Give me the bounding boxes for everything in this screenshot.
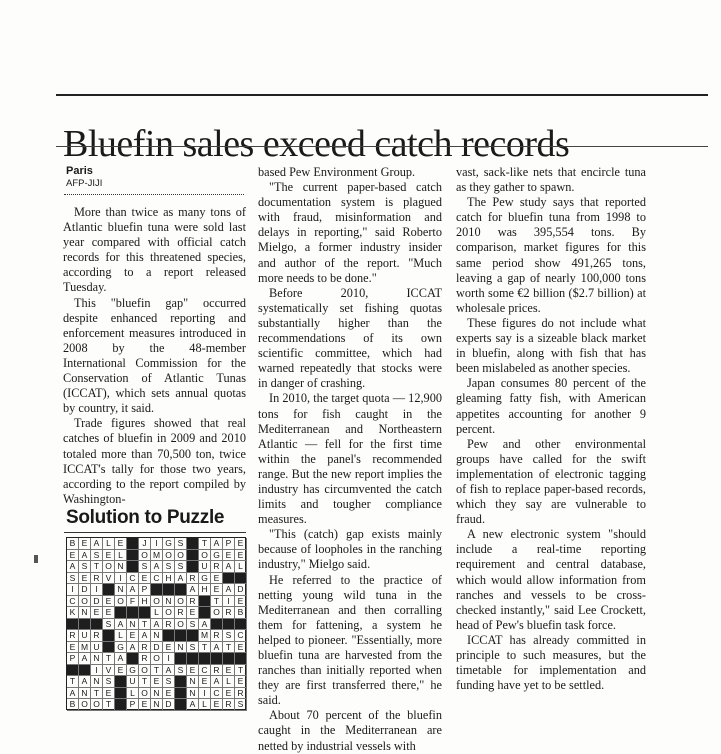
paragraph: ICCAT has already committed in principle to such measures, but the timetable for implementation and funding have yet to be settled.	[456, 632, 646, 693]
grid-letter-cell: C	[67, 596, 79, 608]
grid-letter-cell: T	[211, 596, 223, 608]
grid-letter-cell: O	[175, 619, 187, 631]
grid-letter-cell: O	[175, 596, 187, 608]
grid-letter-cell: O	[163, 550, 175, 562]
grid-black-cell	[199, 607, 211, 619]
grid-letter-cell: G	[127, 665, 139, 677]
paragraph: Trade figures showed that real catches of bluefin in 2009 and 2010 totaled more than 70,500 ton, twice ICCAT's tally for those two years, according to the report compiled by Washington-	[63, 416, 246, 506]
grid-letter-cell: L	[115, 630, 127, 642]
grid-letter-cell: E	[67, 642, 79, 654]
grid-black-cell	[175, 653, 187, 665]
grid-letter-cell: I	[67, 584, 79, 596]
paragraph: based Pew Environment Group.	[258, 165, 416, 179]
grid-letter-cell: S	[223, 630, 235, 642]
article-column-3	[456, 165, 646, 693]
grid-letter-cell: L	[235, 561, 247, 573]
paragraph: "The current paper-based catch documentation system is plagued with fraud, misinformation and delays in reporting," said Roberto Mielgo, a former industry insider and author of the report. "Much more needs to be done."	[258, 180, 442, 285]
grid-letter-cell: S	[103, 676, 115, 688]
grid-letter-cell: U	[91, 642, 103, 654]
grid-letter-cell: R	[223, 607, 235, 619]
grid-letter-cell: I	[91, 665, 103, 677]
grid-letter-cell: E	[103, 607, 115, 619]
top-rule	[56, 94, 708, 96]
grid-letter-cell: O	[151, 653, 163, 665]
grid-letter-cell: N	[127, 619, 139, 631]
grid-letter-cell: N	[187, 688, 199, 700]
headline-rule	[56, 146, 708, 147]
grid-black-cell	[151, 584, 163, 596]
grid-letter-cell: R	[139, 642, 151, 654]
grid-letter-cell: T	[199, 642, 211, 654]
grid-letter-cell: R	[67, 630, 79, 642]
grid-letter-cell: P	[127, 699, 139, 711]
grid-letter-cell: L	[127, 688, 139, 700]
grid-letter-cell: E	[223, 688, 235, 700]
grid-letter-cell: L	[199, 699, 211, 711]
grid-letter-cell: S	[91, 550, 103, 562]
grid-letter-cell: T	[91, 561, 103, 573]
grid-letter-cell: E	[187, 607, 199, 619]
grid-letter-cell: A	[127, 642, 139, 654]
grid-black-cell	[175, 699, 187, 711]
grid-letter-cell: R	[223, 699, 235, 711]
grid-letter-cell: I	[91, 584, 103, 596]
grid-black-cell	[127, 561, 139, 573]
grid-letter-cell: E	[235, 550, 247, 562]
grid-black-cell	[115, 607, 127, 619]
grid-black-cell	[115, 688, 127, 700]
grid-letter-cell: M	[199, 630, 211, 642]
grid-letter-cell: T	[103, 699, 115, 711]
grid-letter-cell: E	[223, 665, 235, 677]
dateline	[66, 165, 102, 189]
grid-letter-cell: K	[67, 607, 79, 619]
grid-letter-cell: E	[91, 607, 103, 619]
grid-letter-cell: R	[175, 607, 187, 619]
paragraph: "This (catch) gap exists mainly because of loopholes in the ranching industry," Mielgo said.	[258, 527, 442, 572]
grid-letter-cell: E	[235, 538, 247, 550]
paragraph: Japan consumes 80 percent of the gleaming fatty fish, with American appetites accounting for another 9 percent.	[456, 376, 646, 436]
grid-letter-cell: I	[151, 538, 163, 550]
grid-letter-cell: R	[91, 573, 103, 585]
grid-letter-cell: L	[103, 538, 115, 550]
paragraph: The Pew study says that reported catch for bluefin tuna from 1998 to 2010 was 395,554 tons. By comparison, market figures for this same period show 491,265 tons, leaving a gap of nearly 100,000 tons worth some €2 billion ($2.7 billion) at wholesale prices.	[456, 195, 646, 315]
grid-letter-cell: L	[115, 550, 127, 562]
grid-letter-cell: E	[211, 584, 223, 596]
grid-letter-cell: A	[139, 630, 151, 642]
grid-letter-cell: T	[151, 665, 163, 677]
dateline-agency: AFP-JIJI	[66, 178, 103, 189]
grid-letter-cell: A	[187, 699, 199, 711]
scan-mark	[34, 555, 38, 563]
grid-black-cell	[127, 607, 139, 619]
grid-black-cell	[91, 619, 103, 631]
grid-letter-cell: I	[199, 688, 211, 700]
grid-black-cell	[187, 538, 199, 550]
grid-letter-cell: E	[127, 630, 139, 642]
grid-letter-cell: U	[127, 676, 139, 688]
grid-letter-cell: S	[139, 561, 151, 573]
grid-letter-cell: R	[235, 688, 247, 700]
crossword-solution-grid	[66, 537, 246, 710]
grid-letter-cell: N	[79, 688, 91, 700]
grid-letter-cell: E	[139, 573, 151, 585]
grid-letter-cell: G	[163, 538, 175, 550]
grid-letter-cell: I	[223, 596, 235, 608]
grid-letter-cell: T	[199, 538, 211, 550]
headline: Bluefin sales exceed catch records	[63, 123, 570, 166]
grid-black-cell	[127, 653, 139, 665]
puzzle-rule	[64, 532, 246, 533]
grid-black-cell	[235, 573, 247, 585]
grid-letter-cell: T	[67, 676, 79, 688]
grid-letter-cell: O	[175, 550, 187, 562]
grid-letter-cell: C	[235, 630, 247, 642]
grid-letter-cell: A	[163, 665, 175, 677]
grid-black-cell	[211, 653, 223, 665]
grid-letter-cell: A	[79, 653, 91, 665]
paragraph: These figures do not include what experts say is a sizeable black market in bluefin, along with fish that has been mislabeled as another species.	[456, 315, 646, 376]
grid-letter-cell: S	[79, 561, 91, 573]
grid-letter-cell: E	[67, 550, 79, 562]
grid-letter-cell: S	[235, 699, 247, 711]
paragraph: In 2010, the target quota — 12,900 tons for fish caught in the Mediterranean and Northeastern Atlantic — fell for the first time within the panel's recommended range. But the new report implies the industry has circumvented the catch limits and tougher compliance measures.	[258, 391, 442, 527]
grid-black-cell	[127, 550, 139, 562]
paragraph: He referred to the practice of netting young wild tuna in the Mediterranean and then corralling them for fattening, a system he helped to pioneer. "Essentially, more bluefin tuna are harvested from the ranches than initially reported when they are first transferred there," he said.	[258, 572, 442, 708]
grid-letter-cell: O	[199, 550, 211, 562]
grid-letter-cell: N	[79, 607, 91, 619]
grid-letter-cell: B	[67, 538, 79, 550]
paragraph: A new electronic system "should include a real-time reporting requirement and central database, which would allow information from ranches and vessels to be cross-checked instantly," said Lee Crockett, head of Pew's bluefin task force.	[456, 527, 646, 632]
grid-letter-cell: O	[139, 665, 151, 677]
grid-letter-cell: S	[163, 676, 175, 688]
grid-black-cell	[79, 665, 91, 677]
grid-letter-cell: E	[139, 699, 151, 711]
grid-letter-cell: O	[91, 699, 103, 711]
grid-letter-cell: E	[115, 665, 127, 677]
paragraph: More than twice as many tons of Atlantic bluefin tuna were sold last year compared with official catch records for this threatened species, according to a report released Tuesday.	[63, 205, 246, 295]
grid-letter-cell: O	[211, 607, 223, 619]
grid-letter-cell: J	[139, 538, 151, 550]
grid-black-cell	[103, 630, 115, 642]
grid-letter-cell: E	[103, 688, 115, 700]
grid-letter-cell: N	[151, 688, 163, 700]
grid-letter-cell: G	[199, 573, 211, 585]
grid-letter-cell: R	[187, 573, 199, 585]
grid-letter-cell: A	[151, 561, 163, 573]
grid-letter-cell: A	[211, 676, 223, 688]
grid-letter-cell: A	[211, 538, 223, 550]
grid-letter-cell: C	[127, 573, 139, 585]
grid-letter-cell: O	[163, 607, 175, 619]
grid-letter-cell: E	[187, 665, 199, 677]
grid-letter-cell: P	[223, 538, 235, 550]
grid-black-cell	[67, 665, 79, 677]
grid-letter-cell: A	[79, 676, 91, 688]
grid-letter-cell: O	[139, 550, 151, 562]
grid-letter-cell: M	[79, 642, 91, 654]
grid-black-cell	[187, 550, 199, 562]
grid-letter-cell: A	[175, 573, 187, 585]
grid-letter-cell: H	[199, 584, 211, 596]
grid-letter-cell: L	[223, 676, 235, 688]
grid-letter-cell: C	[199, 665, 211, 677]
grid-letter-cell: T	[91, 688, 103, 700]
grid-letter-cell: S	[187, 619, 199, 631]
grid-black-cell	[175, 676, 187, 688]
grid-letter-cell: O	[79, 596, 91, 608]
grid-letter-cell: R	[211, 630, 223, 642]
article-column-2	[258, 165, 442, 754]
grid-letter-cell: N	[151, 630, 163, 642]
grid-letter-cell: E	[163, 642, 175, 654]
grid-letter-cell: E	[79, 573, 91, 585]
grid-letter-cell: E	[151, 676, 163, 688]
grid-black-cell	[223, 653, 235, 665]
grid-letter-cell: S	[67, 573, 79, 585]
grid-letter-cell: D	[151, 642, 163, 654]
grid-black-cell	[187, 653, 199, 665]
grid-letter-cell: O	[151, 596, 163, 608]
grid-letter-cell: R	[139, 653, 151, 665]
grid-letter-cell: D	[235, 584, 247, 596]
grid-letter-cell: N	[151, 699, 163, 711]
grid-letter-cell: T	[235, 665, 247, 677]
grid-letter-cell: A	[67, 688, 79, 700]
grid-letter-cell: S	[175, 665, 187, 677]
grid-black-cell	[103, 584, 115, 596]
grid-letter-cell: E	[103, 550, 115, 562]
grid-letter-cell: H	[163, 573, 175, 585]
grid-letter-cell: T	[223, 642, 235, 654]
grid-letter-cell: C	[151, 573, 163, 585]
grid-letter-cell: R	[187, 596, 199, 608]
grid-letter-cell: P	[67, 653, 79, 665]
grid-letter-cell: O	[115, 596, 127, 608]
grid-letter-cell: D	[163, 699, 175, 711]
dateline-city: Paris	[66, 165, 93, 177]
grid-letter-cell: R	[211, 561, 223, 573]
grid-letter-cell: V	[103, 573, 115, 585]
grid-letter-cell: A	[187, 584, 199, 596]
grid-letter-cell: E	[115, 538, 127, 550]
grid-letter-cell: U	[79, 630, 91, 642]
grid-letter-cell: E	[211, 573, 223, 585]
grid-letter-cell: S	[163, 561, 175, 573]
grid-letter-cell: I	[163, 653, 175, 665]
grid-black-cell	[175, 630, 187, 642]
grid-letter-cell: O	[139, 688, 151, 700]
grid-black-cell	[67, 619, 79, 631]
grid-letter-cell: E	[235, 642, 247, 654]
grid-letter-cell: R	[211, 665, 223, 677]
grid-black-cell	[115, 676, 127, 688]
grid-black-cell	[79, 619, 91, 631]
grid-letter-cell: O	[79, 699, 91, 711]
grid-letter-cell: B	[235, 607, 247, 619]
grid-letter-cell: A	[79, 550, 91, 562]
grid-letter-cell: T	[139, 676, 151, 688]
paragraph: This "bluefin gap" occurred despite enhanced reporting and enforcement measures introduced in 2008 by the 48-member International Commission for the Conservation of Atlantic Tunas (ICCAT), which sets annual quotas by country, it said.	[63, 295, 246, 416]
dateline-divider	[64, 194, 244, 195]
grid-letter-cell: A	[211, 642, 223, 654]
grid-letter-cell: T	[139, 619, 151, 631]
grid-letter-cell: A	[91, 538, 103, 550]
grid-black-cell	[115, 699, 127, 711]
grid-black-cell	[163, 584, 175, 596]
grid-letter-cell: V	[103, 665, 115, 677]
grid-letter-cell: N	[175, 642, 187, 654]
grid-black-cell	[199, 653, 211, 665]
grid-letter-cell: G	[115, 642, 127, 654]
grid-letter-cell: L	[151, 607, 163, 619]
grid-black-cell	[211, 619, 223, 631]
grid-letter-cell: E	[103, 596, 115, 608]
grid-black-cell	[139, 607, 151, 619]
article-column-1	[63, 205, 246, 507]
grid-letter-cell: A	[223, 584, 235, 596]
grid-letter-cell: E	[223, 550, 235, 562]
grid-letter-cell: D	[91, 596, 103, 608]
puzzle-title: Solution to Puzzle	[66, 507, 225, 528]
grid-letter-cell: R	[91, 630, 103, 642]
grid-black-cell	[175, 584, 187, 596]
grid-letter-cell: N	[91, 676, 103, 688]
grid-black-cell	[187, 561, 199, 573]
grid-letter-cell: S	[103, 619, 115, 631]
grid-letter-cell: N	[187, 676, 199, 688]
grid-letter-cell: A	[151, 619, 163, 631]
paragraph: vast, sack-like nets that encircle tuna as they gather to spawn.	[456, 165, 646, 195]
grid-letter-cell: E	[235, 596, 247, 608]
grid-letter-cell: H	[139, 596, 151, 608]
grid-black-cell	[235, 619, 247, 631]
grid-letter-cell: A	[223, 561, 235, 573]
grid-letter-cell: A	[127, 584, 139, 596]
grid-letter-cell: R	[163, 619, 175, 631]
grid-letter-cell: G	[211, 550, 223, 562]
grid-black-cell	[235, 653, 247, 665]
grid-letter-cell: P	[139, 584, 151, 596]
grid-letter-cell: B	[67, 699, 79, 711]
grid-letter-cell: N	[115, 561, 127, 573]
grid-letter-cell: E	[199, 676, 211, 688]
grid-black-cell	[103, 642, 115, 654]
grid-black-cell	[199, 596, 211, 608]
grid-black-cell	[127, 538, 139, 550]
grid-black-cell	[163, 630, 175, 642]
grid-letter-cell: C	[211, 688, 223, 700]
grid-letter-cell: M	[151, 550, 163, 562]
grid-letter-cell: N	[115, 584, 127, 596]
grid-black-cell	[187, 630, 199, 642]
grid-letter-cell: S	[175, 561, 187, 573]
grid-black-cell	[223, 573, 235, 585]
grid-letter-cell: A	[199, 619, 211, 631]
grid-letter-cell: I	[115, 573, 127, 585]
grid-black-cell	[175, 688, 187, 700]
grid-letter-cell: A	[115, 653, 127, 665]
grid-letter-cell: A	[115, 619, 127, 631]
grid-letter-cell: E	[235, 676, 247, 688]
grid-letter-cell: N	[163, 596, 175, 608]
grid-letter-cell: E	[79, 538, 91, 550]
grid-letter-cell: U	[199, 561, 211, 573]
grid-letter-cell: S	[187, 642, 199, 654]
grid-letter-cell: D	[79, 584, 91, 596]
grid-black-cell	[223, 619, 235, 631]
grid-letter-cell: S	[175, 538, 187, 550]
grid-letter-cell: O	[103, 561, 115, 573]
grid-letter-cell: E	[163, 688, 175, 700]
grid-letter-cell: F	[127, 596, 139, 608]
paragraph: About 70 percent of the bluefin caught in the Mediterranean are netted by industrial vessels with	[258, 708, 442, 753]
grid-letter-cell: A	[67, 561, 79, 573]
paragraph: Pew and other environmental groups have called for the swift implementation of electronic tagging of fish to replace paper-based records, which they say are vulnerable to fraud.	[456, 436, 646, 527]
grid-letter-cell: E	[211, 699, 223, 711]
grid-letter-cell: T	[103, 653, 115, 665]
grid-letter-cell: N	[91, 653, 103, 665]
paragraph: Before 2010, ICCAT systematically set fishing quotas substantially higher than the recommendations of its own scientific committee, which had warned repeatedly that stocks were in danger of crashing.	[258, 285, 442, 391]
